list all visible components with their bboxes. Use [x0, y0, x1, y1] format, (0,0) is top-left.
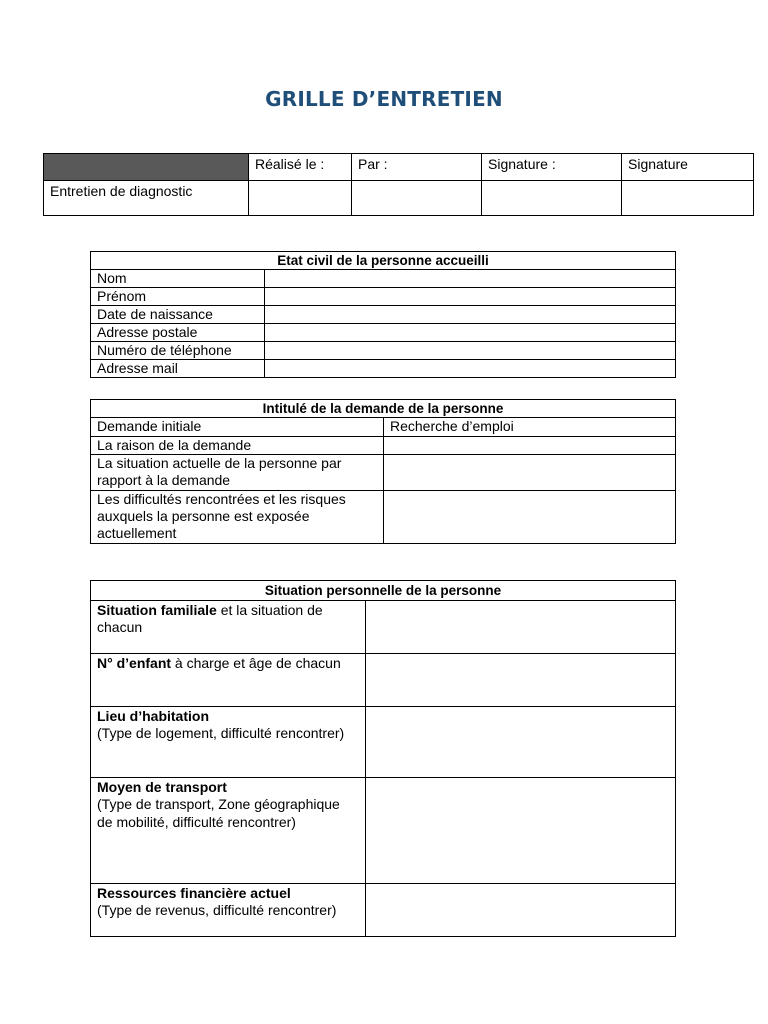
header-realise-le: Réalisé le : — [249, 154, 352, 181]
label-adresse-postale: Adresse postale — [91, 324, 265, 342]
value-demande-initiale[interactable]: Recherche d’emploi — [384, 418, 676, 437]
label-ressources: Ressources financière actuel (Type de revenus, difficulté rencontrer) — [91, 883, 366, 936]
label-demande-initiale: Demande initiale — [91, 418, 384, 437]
demande-heading: Intitulé de la demande de la personne — [91, 400, 676, 418]
etat-civil-heading: Etat civil de la personne accueilli — [91, 252, 676, 270]
label-telephone: Numéro de téléphone — [91, 342, 265, 360]
input-adresse-mail[interactable] — [265, 360, 676, 378]
header-dark-cell — [44, 154, 249, 181]
value-raison-demande[interactable] — [384, 437, 676, 455]
input-adresse-postale[interactable] — [265, 324, 676, 342]
situation-heading: Situation personnelle de la personne — [91, 581, 676, 601]
signature-field-1[interactable] — [482, 181, 622, 216]
header-signature-2: Signature — [622, 154, 754, 181]
label-difficultes: Les difficultés rencontrées et les risques auxquels la personne est exposée actuellement — [91, 491, 384, 544]
label-enfants: N° d’enfant à charge et âge de chacun — [91, 653, 366, 706]
etat-civil-table — [90, 251, 676, 378]
header-par: Par : — [352, 154, 482, 181]
label-raison-demande: La raison de la demande — [91, 437, 384, 455]
label-adresse-mail: Adresse mail — [91, 360, 265, 378]
header-signature-1: Signature : — [482, 154, 622, 181]
input-moyen-transport[interactable] — [366, 777, 676, 883]
par-field[interactable] — [352, 181, 482, 216]
input-telephone[interactable] — [265, 342, 676, 360]
date-field[interactable] — [249, 181, 352, 216]
row-label-entretien: Entretien de diagnostic — [44, 181, 249, 216]
label-prenom: Prénom — [91, 288, 265, 306]
input-nom[interactable] — [265, 270, 676, 288]
demande-table — [90, 399, 676, 544]
input-situation-familiale[interactable] — [366, 600, 676, 653]
input-lieu-habitation[interactable] — [366, 706, 676, 777]
input-enfants[interactable] — [366, 653, 676, 706]
situation-table — [90, 580, 676, 937]
header-table — [43, 153, 754, 216]
label-nom: Nom — [91, 270, 265, 288]
label-moyen-transport: Moyen de transport (Type de transport, Zone géographique de mobilité, difficulté rencontrer) — [91, 777, 366, 883]
input-ressources[interactable] — [366, 883, 676, 936]
input-date-naissance[interactable] — [265, 306, 676, 324]
value-situation-actuelle[interactable] — [384, 455, 676, 491]
input-prenom[interactable] — [265, 288, 676, 306]
page-title: GRILLE D’ENTRETIEN — [265, 87, 503, 111]
label-situation-actuelle: La situation actuelle de la personne par rapport à la demande — [91, 455, 384, 491]
label-date-naissance: Date de naissance — [91, 306, 265, 324]
value-difficultes[interactable] — [384, 491, 676, 544]
label-lieu-habitation: Lieu d’habitation (Type de logement, difficulté rencontrer) — [91, 706, 366, 777]
signature-field-2[interactable] — [622, 181, 754, 216]
label-situation-familiale: Situation familiale et la situation de chacun — [91, 600, 366, 653]
